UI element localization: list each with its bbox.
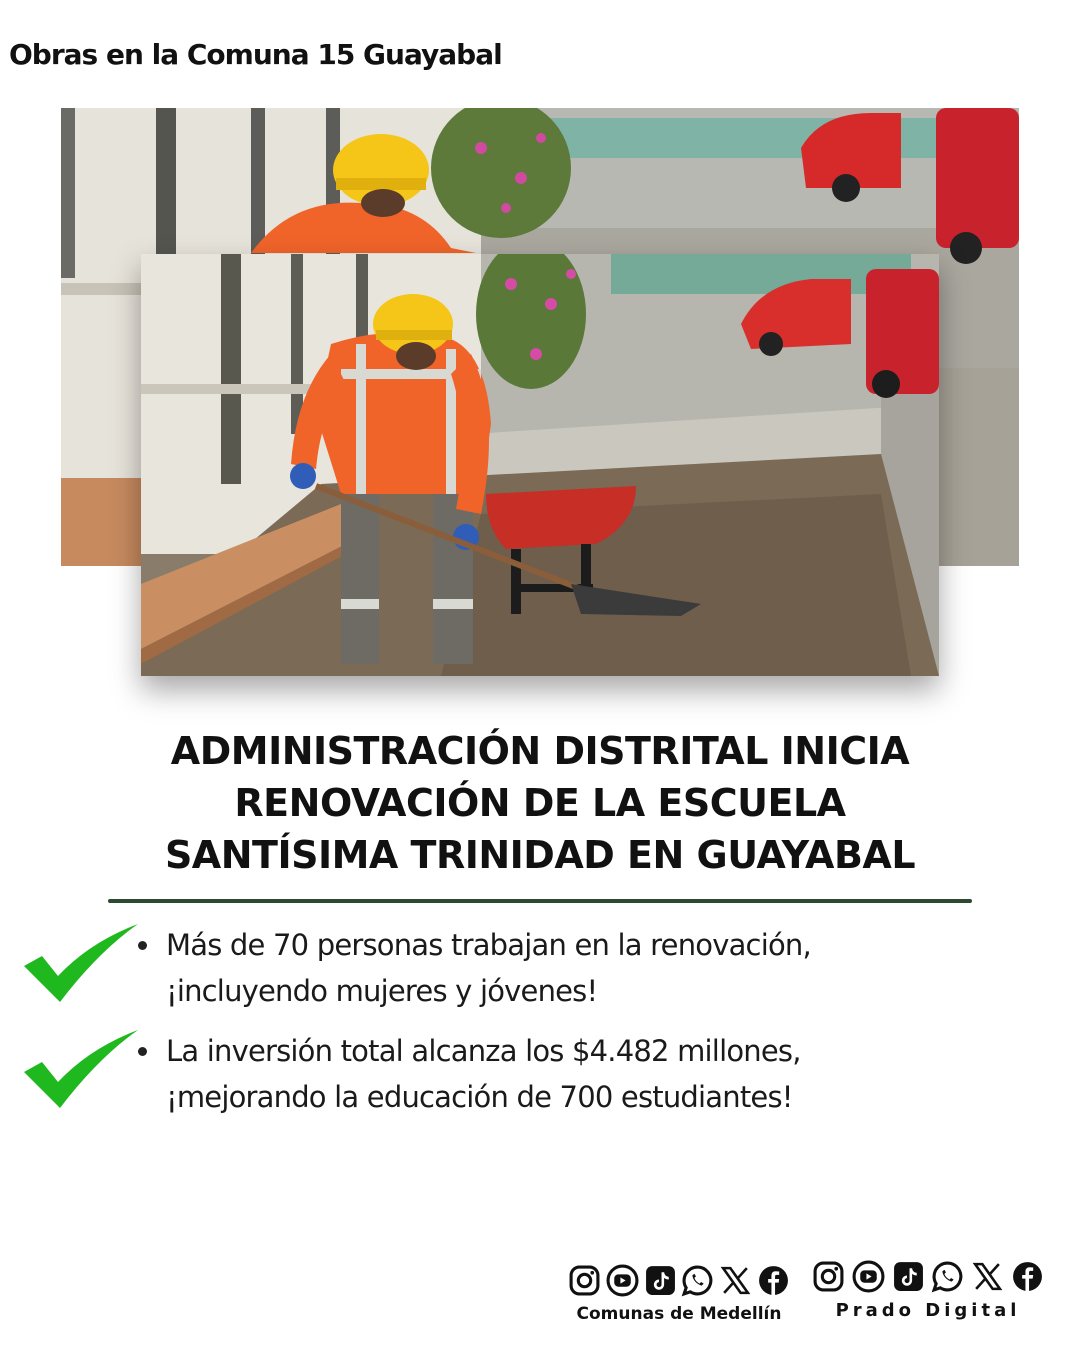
- worker-photo-front: [141, 254, 939, 676]
- headline-line-3: SANTÍSIMA TRINIDAD EN GUAYABAL: [164, 833, 916, 877]
- checkmark-icon: [20, 922, 144, 1008]
- facebook-icon[interactable]: [1011, 1260, 1044, 1293]
- social-block-comunas: [568, 1262, 790, 1324]
- bullet-line-2: ¡incluyendo mujeres y jóvenes!: [166, 974, 598, 1008]
- facebook-icon[interactable]: [757, 1264, 790, 1297]
- checkmark-icon: [20, 1028, 144, 1114]
- bullet-line-1: Más de 70 personas trabajan en la renovación,: [166, 928, 811, 962]
- social-icons: [568, 1262, 790, 1298]
- whatsapp-icon[interactable]: [681, 1264, 714, 1297]
- headline-line-1: ADMINISTRACIÓN DISTRITAL INICIA: [170, 729, 910, 773]
- instagram-icon[interactable]: [812, 1260, 845, 1293]
- bullet-dot: [138, 1047, 147, 1056]
- headline: [60, 725, 1020, 881]
- bullet-text: [166, 1028, 1026, 1120]
- social-icons: [812, 1258, 1044, 1294]
- bullet-dot: [138, 941, 147, 950]
- x-icon[interactable]: [971, 1260, 1004, 1293]
- bullet-line-2: ¡mejorando la educación de 700 estudiantes!: [166, 1080, 793, 1114]
- youtube-icon[interactable]: [606, 1264, 639, 1297]
- x-icon[interactable]: [719, 1264, 752, 1297]
- tiktok-icon[interactable]: [644, 1264, 677, 1297]
- social-account-name: Prado Digital: [835, 1300, 1021, 1321]
- instagram-icon[interactable]: [568, 1264, 601, 1297]
- social-account-name: Comunas de Medellín: [576, 1304, 782, 1324]
- social-block-prado: [812, 1258, 1044, 1321]
- bullet-line-1: La inversión total alcanza los $4.482 millones,: [166, 1034, 801, 1068]
- youtube-icon[interactable]: [852, 1260, 885, 1293]
- headline-line-2: RENOVACIÓN DE LA ESCUELA: [234, 781, 846, 825]
- divider: [108, 899, 972, 903]
- list-item: [20, 922, 1020, 1032]
- list-item: [20, 1028, 1020, 1138]
- whatsapp-icon[interactable]: [931, 1260, 964, 1293]
- page-title: Obras en la Comuna 15 Guayabal: [9, 38, 502, 71]
- tiktok-icon[interactable]: [892, 1260, 925, 1293]
- bullet-text: [166, 922, 1026, 1014]
